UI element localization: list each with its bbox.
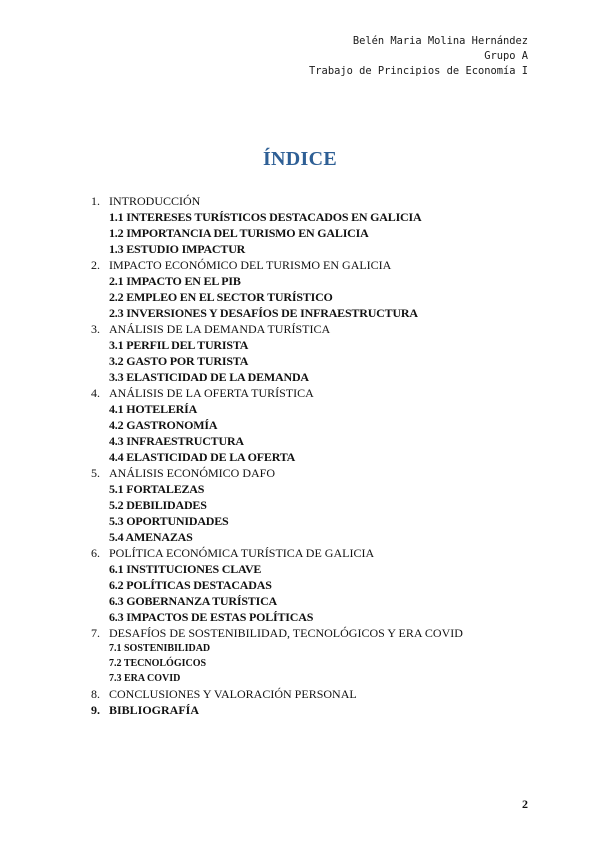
toc-section-number: 9. xyxy=(91,703,100,718)
toc-subsection-label: 4.2 GASTRONOMÍA xyxy=(109,417,218,432)
toc-subsection-6-3[interactable] xyxy=(91,593,531,609)
group-label: Grupo A xyxy=(484,50,528,63)
toc-subsection-5-3[interactable] xyxy=(91,513,531,529)
toc-subsection-label: 5.1 FORTALEZAS xyxy=(109,481,205,496)
toc-subsection-6-4[interactable] xyxy=(91,609,531,625)
toc-subsection-label: 3.1 PERFIL DEL TURISTA xyxy=(109,337,249,352)
toc-section-label: DESAFÍOS DE SOSTENIBILIDAD, TECNOLÓGICOS Y ERA COVID xyxy=(109,625,463,640)
toc-section-3[interactable] xyxy=(91,321,531,337)
toc-section-9[interactable] xyxy=(91,703,531,719)
toc-section-5[interactable] xyxy=(91,465,531,481)
toc-section-label: CONCLUSIONES Y VALORACIÓN PERSONAL xyxy=(109,687,357,702)
page-number: 2 xyxy=(522,797,528,811)
toc-subsection-1-1[interactable] xyxy=(91,209,531,225)
toc-subsection-7-2[interactable] xyxy=(91,656,531,671)
toc-subsection-label: 6.2 POLÍTICAS DESTACADAS xyxy=(109,577,272,592)
toc-subsection-1-3[interactable] xyxy=(91,241,531,257)
toc-subsection-2-2[interactable] xyxy=(91,289,531,305)
toc-section-label: IMPACTO ECONÓMICO DEL TURISMO EN GALICIA xyxy=(109,257,392,272)
toc-section-4[interactable] xyxy=(91,385,531,401)
toc-section-label: INTRODUCCIÓN xyxy=(109,193,201,208)
toc-subsection-label: 4.3 INFRAESTRUCTURA xyxy=(109,433,244,448)
toc-section-6[interactable] xyxy=(91,545,531,561)
toc-subsection-3-1[interactable] xyxy=(91,337,531,353)
toc-subsection-3-3[interactable] xyxy=(91,369,531,385)
toc-section-label: POLÍTICA ECONÓMICA TURÍSTICA DE GALICIA xyxy=(109,545,375,560)
toc-section-number: 4. xyxy=(91,385,100,400)
toc-section-number: 7. xyxy=(91,625,100,640)
toc-subsection-label: 2.2 EMPLEO EN EL SECTOR TURÍSTICO xyxy=(109,289,333,304)
course-title: Trabajo de Principios de Economía I xyxy=(309,65,528,78)
toc-section-number: 1. xyxy=(91,193,100,208)
toc-subsection-label: 5.2 DEBILIDADES xyxy=(109,497,207,512)
toc-subsection-label: 6.3 IMPACTOS DE ESTAS POLÍTICAS xyxy=(109,609,314,624)
toc-subsection-label: 5.3 OPORTUNIDADES xyxy=(109,513,229,528)
toc-section-label: ANÁLISIS ECONÓMICO DAFO xyxy=(109,465,276,480)
toc-subsection-label: 3.3 ELASTICIDAD DE LA DEMANDA xyxy=(109,369,309,384)
toc-subsection-6-1[interactable] xyxy=(91,561,531,577)
toc-section-label: BIBLIOGRAFÍA xyxy=(109,703,200,718)
toc-section-number: 5. xyxy=(91,465,100,480)
toc-subsection-5-4[interactable] xyxy=(91,529,531,545)
toc-subsection-label: 5.4 AMENAZAS xyxy=(109,529,193,544)
toc-subsection-7-3[interactable] xyxy=(91,671,531,686)
toc-subsection-4-4[interactable] xyxy=(91,449,531,465)
toc-subsection-4-3[interactable] xyxy=(91,433,531,449)
toc-section-number: 2. xyxy=(91,257,100,272)
toc-section-label: ANÁLISIS DE LA OFERTA TURÍSTICA xyxy=(109,385,314,400)
toc-subsection-label: 1.2 IMPORTANCIA DEL TURISMO EN GALICIA xyxy=(109,225,369,240)
toc-section-label: ANÁLISIS DE LA DEMANDA TURÍSTICA xyxy=(109,321,331,336)
toc-subsection-4-2[interactable] xyxy=(91,417,531,433)
toc-subsection-5-1[interactable] xyxy=(91,481,531,497)
toc-subsection-label: 1.1 INTERESES TURÍSTICOS DESTACADOS EN GALICIA xyxy=(109,209,422,224)
toc-subsection-4-1[interactable] xyxy=(91,401,531,417)
toc-subsection-1-2[interactable] xyxy=(91,225,531,241)
toc-section-7[interactable] xyxy=(91,625,531,641)
toc-section-number: 6. xyxy=(91,545,100,560)
toc-subsection-label: 6.3 GOBERNANZA TURÍSTICA xyxy=(109,593,278,608)
index-title: ÍNDICE xyxy=(262,148,338,170)
toc-subsection-6-2[interactable] xyxy=(91,577,531,593)
toc-subsection-label: 7.2 TECNOLÓGICOS xyxy=(109,658,207,670)
author-name: Belén Maria Molina Hernández xyxy=(352,35,528,47)
toc-subsection-label: 1.3 ESTUDIO IMPACTUR xyxy=(109,241,246,256)
toc-subsection-7-1[interactable] xyxy=(91,641,531,656)
toc-subsection-label: 2.3 INVERSIONES Y DESAFÍOS DE INFRAESTRUCTURA xyxy=(109,305,418,320)
toc-section-1[interactable] xyxy=(91,193,531,209)
toc-subsection-2-3[interactable] xyxy=(91,305,531,321)
toc-subsection-label: 3.2 GASTO POR TURISTA xyxy=(109,353,249,368)
toc-section-2[interactable] xyxy=(91,257,531,273)
toc-section-8[interactable] xyxy=(91,687,531,703)
toc-subsection-2-1[interactable] xyxy=(91,273,531,289)
toc-section-number: 3. xyxy=(91,321,100,336)
toc-section-number: 8. xyxy=(91,687,100,702)
toc-subsection-label: 4.4 ELASTICIDAD DE LA OFERTA xyxy=(109,449,296,464)
table-of-contents xyxy=(91,193,531,719)
page-header xyxy=(309,34,528,80)
toc-subsection-5-2[interactable] xyxy=(91,497,531,513)
toc-subsection-label: 2.1 IMPACTO EN EL PIB xyxy=(109,273,241,288)
toc-subsection-label: 6.1 INSTITUCIONES CLAVE xyxy=(109,561,262,576)
toc-subsection-3-2[interactable] xyxy=(91,353,531,369)
toc-subsection-label: 7.3 ERA COVID xyxy=(109,673,181,685)
toc-subsection-label: 4.1 HOTELERÍA xyxy=(109,401,198,416)
toc-subsection-label: 7.1 SOSTENIBILIDAD xyxy=(109,643,211,655)
